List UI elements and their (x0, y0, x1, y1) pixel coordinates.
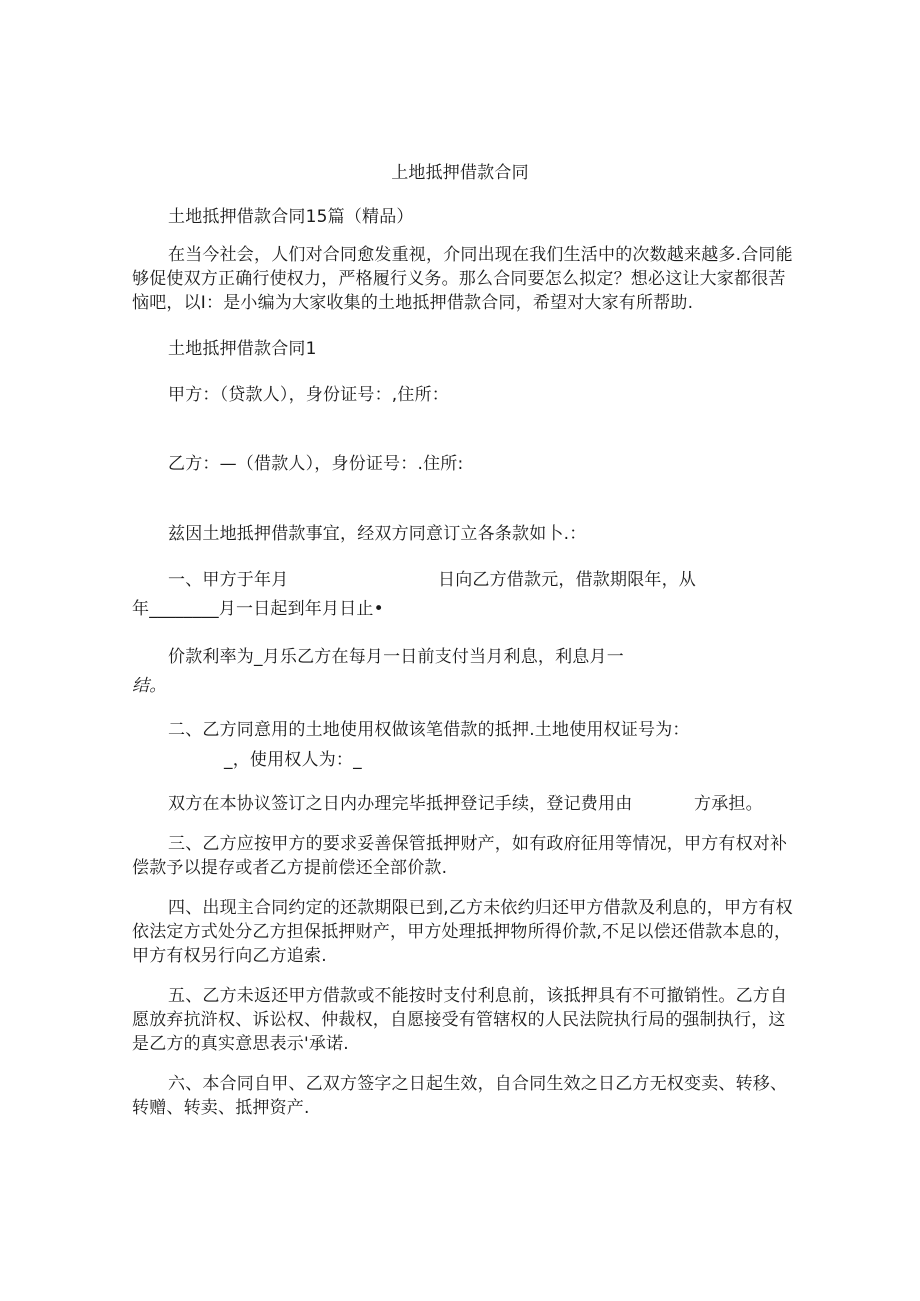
clause4-line-2: 依法定方式处分乙方担保抵押财产，甲方处理抵押物所得价款,不足以偿还借款本息的， (132, 922, 792, 942)
intro-line-1: 在当今社会，人们对合同愈发重视，介同出现在我们生活中的次数越来越多.合同能 (168, 245, 793, 265)
clause5-line-3: 是乙方的真实意思表示'承诺. (132, 1034, 349, 1054)
clause2-line-2: _，使用权人为：_ (224, 750, 362, 770)
document-subtitle: 土地抵押借款合同15篇（精品） (168, 207, 414, 227)
party-b-line: 乙方：—（借款人），身份证号：.住所: (168, 454, 464, 474)
section-heading: 土地抵押借款合同1 (168, 339, 317, 359)
clause5-line-2: 愿放弃抗浒权、诉讼权、仲裁权，自愿接受有管辖权的人民法院执行局的强制执行，这 (132, 1010, 786, 1030)
intro-line-2: 够促使双方正确行使权力，严格履行义务。那么合同要怎么拟定？想必这让大家都很苦 (132, 269, 786, 289)
clause1-part-a: 一、甲方于年月 (168, 570, 289, 590)
intro-line-3: 恼吧，以I：是小编为大家收集的土地抵押借款合同，希望对大家有所帮助. (132, 293, 694, 313)
interest-line-1: 价款利率为_月乐乙方在每月一日前支付当月利息，利息月一 (168, 647, 624, 667)
clause1-part-b: 日向乙方借款元，借款期限年，从 (438, 570, 696, 590)
clause6-line-2: 转赠、转卖、抵押资产. (132, 1098, 310, 1118)
clause4-line-1: 四、出现主合同约定的还款期限已到,乙方未依约归还甲方借款及利息的，甲方有权 (168, 898, 793, 918)
interest-line-2: 结。 (132, 676, 167, 696)
clause2-line-1: 二、乙方同意用的土地使用权做该笔借款的抵押.土地使用权证号为： (168, 720, 690, 740)
document-title: 上地抵押借款合同 (391, 163, 529, 183)
clause3-line-1: 三、乙方应按甲方的要求妥善保管抵押财产，如有政府征用等情况，甲方有权对补 (168, 834, 788, 854)
preamble-line: 兹因土地抵押借款事宜，经双方同意订立各条款如卜.： (168, 524, 587, 544)
clause5-line-1: 五、乙方未返还甲方借款或不能按时支付利息前，该抵押具有不可撤销性。乙方自 (168, 986, 788, 1006)
registration-part-a: 双方在本协议签订之日内办理完毕抵押登记手续，登记费用由 (168, 794, 633, 814)
registration-part-b: 方承担。 (694, 794, 763, 814)
clause4-line-3: 甲方有权另行向乙方追索. (132, 946, 327, 966)
clause1-line-2: 年________月一日起到年月日止• (132, 599, 384, 619)
clause3-line-2: 偿款予以提存或者乙方提前偿还全部价款. (132, 858, 448, 878)
clause6-line-1: 六、本合同自甲、乙双方签字之日起生效，自合同生效之日乙方无权变卖、转移、 (168, 1074, 788, 1094)
party-a-line: 甲方：（贷款人），身份证号：,住所： (168, 385, 450, 405)
